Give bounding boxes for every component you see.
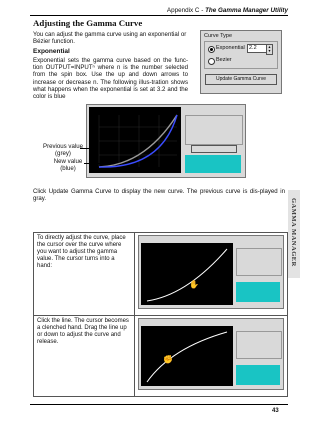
color-swatch-3 [236, 365, 280, 385]
new-value-callout: New value (blue) [53, 158, 83, 172]
curve-type-panel [200, 30, 282, 94]
bezier-label: Bezier [216, 57, 232, 63]
dragged-curve-line [147, 332, 227, 382]
adjust-curve-screenshot [138, 235, 284, 309]
previous-value-callout: Previous value (grey) [43, 143, 83, 157]
page-heading: Adjusting the Gamma Curve [33, 18, 143, 28]
mini-panel-3 [236, 331, 282, 359]
previous-callout-line [80, 148, 96, 149]
curve-type-group [204, 41, 278, 69]
curve-line [147, 249, 227, 301]
side-tab [288, 190, 300, 278]
color-swatch-2 [236, 282, 280, 302]
exponential-subheading: Exponential [33, 48, 70, 55]
page-number: 43 [272, 408, 279, 414]
hand-cursor-icon: ✋ [189, 280, 199, 289]
exponential-spinbox[interactable]: 2.2 [247, 44, 268, 53]
step-text-1: To directly adjust the curve, place the cursor over the curve where you want to adjust the gamma value. The cursor turns into a hand: [34, 233, 135, 316]
exponential-paragraph: Exponential sets the gamma curve based on the func-tion OUTPUT=INPUTⁿ where n is the number selected from the spin box. Use the up and down arrows to increase or decrease n. The following illus-tration shows what happens when the exponential is set at 3.2 and the color is blue [33, 57, 188, 101]
header-rule [30, 15, 288, 16]
header-title: The Gamma Manager Utility [205, 7, 288, 14]
step-text-2: Click the line. The cursor becomes a clenched hand. Drag the line up or down to adjust the curve and release. [34, 316, 135, 397]
footer-rule [30, 404, 288, 405]
drag-curve-screenshot [138, 318, 284, 390]
step-image-1 [135, 233, 288, 316]
header-section: Appendix C - [166, 7, 204, 14]
intro-paragraph: You can adjust the gamma curve using an exponential or Bézier function. [33, 31, 187, 46]
adjust-graph [141, 243, 233, 305]
update-instructions: Click Update Gamma Curve to display the new curve. The previous curve is dis-played in gray. [33, 188, 285, 203]
steps-table [33, 232, 288, 397]
mini-curve-type-panel [185, 115, 243, 145]
table-row [34, 233, 288, 316]
clenched-hand-icon: ✊ [163, 355, 173, 365]
mini-update-button [191, 145, 237, 153]
exponential-radio[interactable] [208, 46, 215, 53]
table-row [34, 316, 288, 397]
color-swatch [185, 155, 241, 173]
running-header [60, 7, 288, 14]
bezier-radio[interactable] [208, 58, 215, 65]
step-image-2 [135, 316, 288, 397]
side-tab-label: GAMMA MANAGER [290, 198, 297, 267]
update-gamma-curve-button[interactable]: Update Gamma Curve [205, 74, 277, 85]
mini-panel-2 [236, 248, 282, 276]
gamma-window-screenshot [86, 104, 246, 178]
exponential-label: Exponential [216, 45, 245, 51]
curve-type-title: Curve Type [204, 33, 233, 39]
new-callout-line [84, 163, 112, 164]
drag-graph [141, 326, 233, 386]
spin-arrows-icon[interactable]: ▲ ▼ [267, 45, 272, 53]
